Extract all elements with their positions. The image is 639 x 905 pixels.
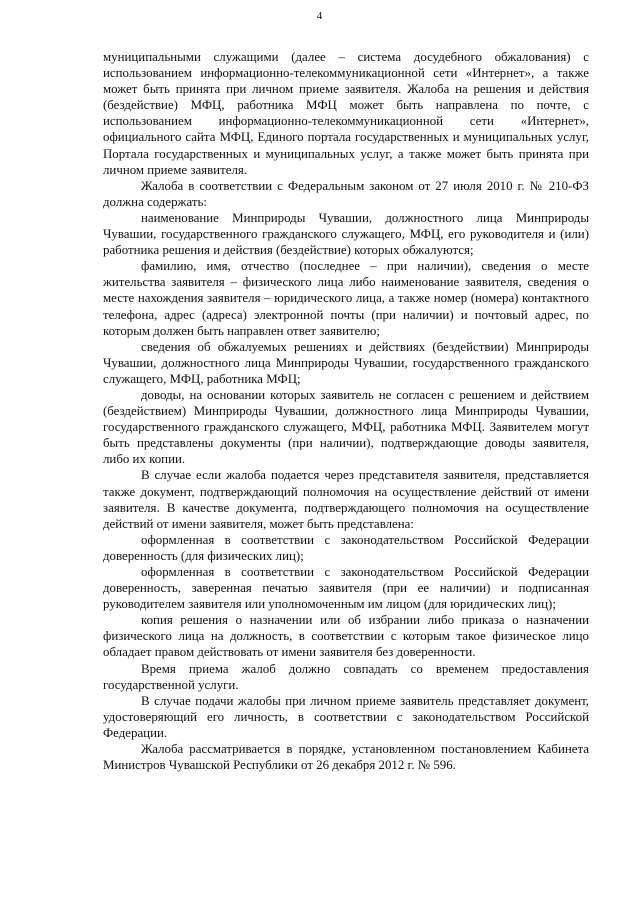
paragraph: наименование Минприроды Чувашии, должностного лица Минприроды Чувашии, государственного гражданского служащего, МФЦ, его руководителя и (или) работника решения и действия (бездействие) которых обжалуются;	[103, 210, 589, 258]
document-body	[103, 49, 589, 773]
paragraph: сведения об обжалуемых решениях и действиях (бездействии) Минприроды Чувашии, должностного лица Минприроды Чувашии, государственного гражданского служащего, МФЦ, работника МФЦ;	[103, 339, 589, 386]
paragraph: муниципальными служащими (далее – система досудебного обжалования) с использованием информационно-телекоммуникационной сети «Интернет», а также может быть принята при личном приеме заявителя. Жалоба на решения и действия (бездействие) МФЦ, работника МФЦ может быть направлена по почте, с использованием информационно-телекоммуникационной сети «Интернет», официального сайта МФЦ, Единого портала государственных и муниципальных услуг, Портала государственных и муниципальных услуг, а также может быть принята при личном приеме заявителя.	[103, 50, 589, 177]
paragraph: Время приема жалоб должно совпадать со временем предоставления государственной услуги.	[103, 661, 589, 692]
paragraph: Жалоба в соответствии с Федеральным законом от 27 июля 2010 г. № 210-ФЗ должна содержать:	[103, 178, 589, 209]
paragraph: оформленная в соответствии с законодательством Российской Федерации доверенность (для физических лиц);	[103, 532, 589, 563]
paragraph: копия решения о назначении или об избрании либо приказа о назначении физического лица на должность, в соответствии с которым такое физическое лицо обладает правом действовать от имени заявителя без доверенности.	[103, 613, 589, 660]
paragraph: В случае если жалоба подается через представителя заявителя, представляется также документ, подтверждающий полномочия на осуществление действий от имени заявителя. В качестве документа, подтверждающего полномочия на осуществление действий от имени заявителя, может быть представлена:	[103, 468, 589, 531]
paragraph: доводы, на основании которых заявитель не согласен с решением и действием (бездействием) Минприроды Чувашии, должностного лица Минприроды Чувашии, государственного гражданского служащего, МФЦ, работника МФЦ. Заявителем могут быть представлены документы (при наличии), подтверждающие доводы заявителя, либо их копии.	[103, 387, 589, 467]
page-number: 4	[316, 10, 323, 22]
paragraph: Жалоба рассматривается в порядке, установленном постановлением Кабинета Министров Чувашской Республики от 26 декабря 2012 г. № 596.	[103, 742, 589, 773]
paragraph: В случае подачи жалобы при личном приеме заявитель представляет документ, удостоверяющий его личность, в соответствии с законодательством Российской Федерации.	[103, 693, 589, 740]
paragraph: оформленная в соответствии с законодательством Российской Федерации доверенность, заверенная печатью заявителя (при ее наличии) и подписанная руководителем заявителя или уполномоченным им лицом (для юридических лиц);	[103, 565, 589, 612]
paragraph: фамилию, имя, отчество (последнее – при наличии), сведения о месте жительства заявителя – физического лица либо наименование заявителя, сведения о месте нахождения заявителя – юридического лица, а также номер (номера) контактного телефона, адрес (адреса) электронной почты (при наличии) и почтовый адрес, по которым должен быть направлен ответ заявителю;	[103, 259, 589, 338]
